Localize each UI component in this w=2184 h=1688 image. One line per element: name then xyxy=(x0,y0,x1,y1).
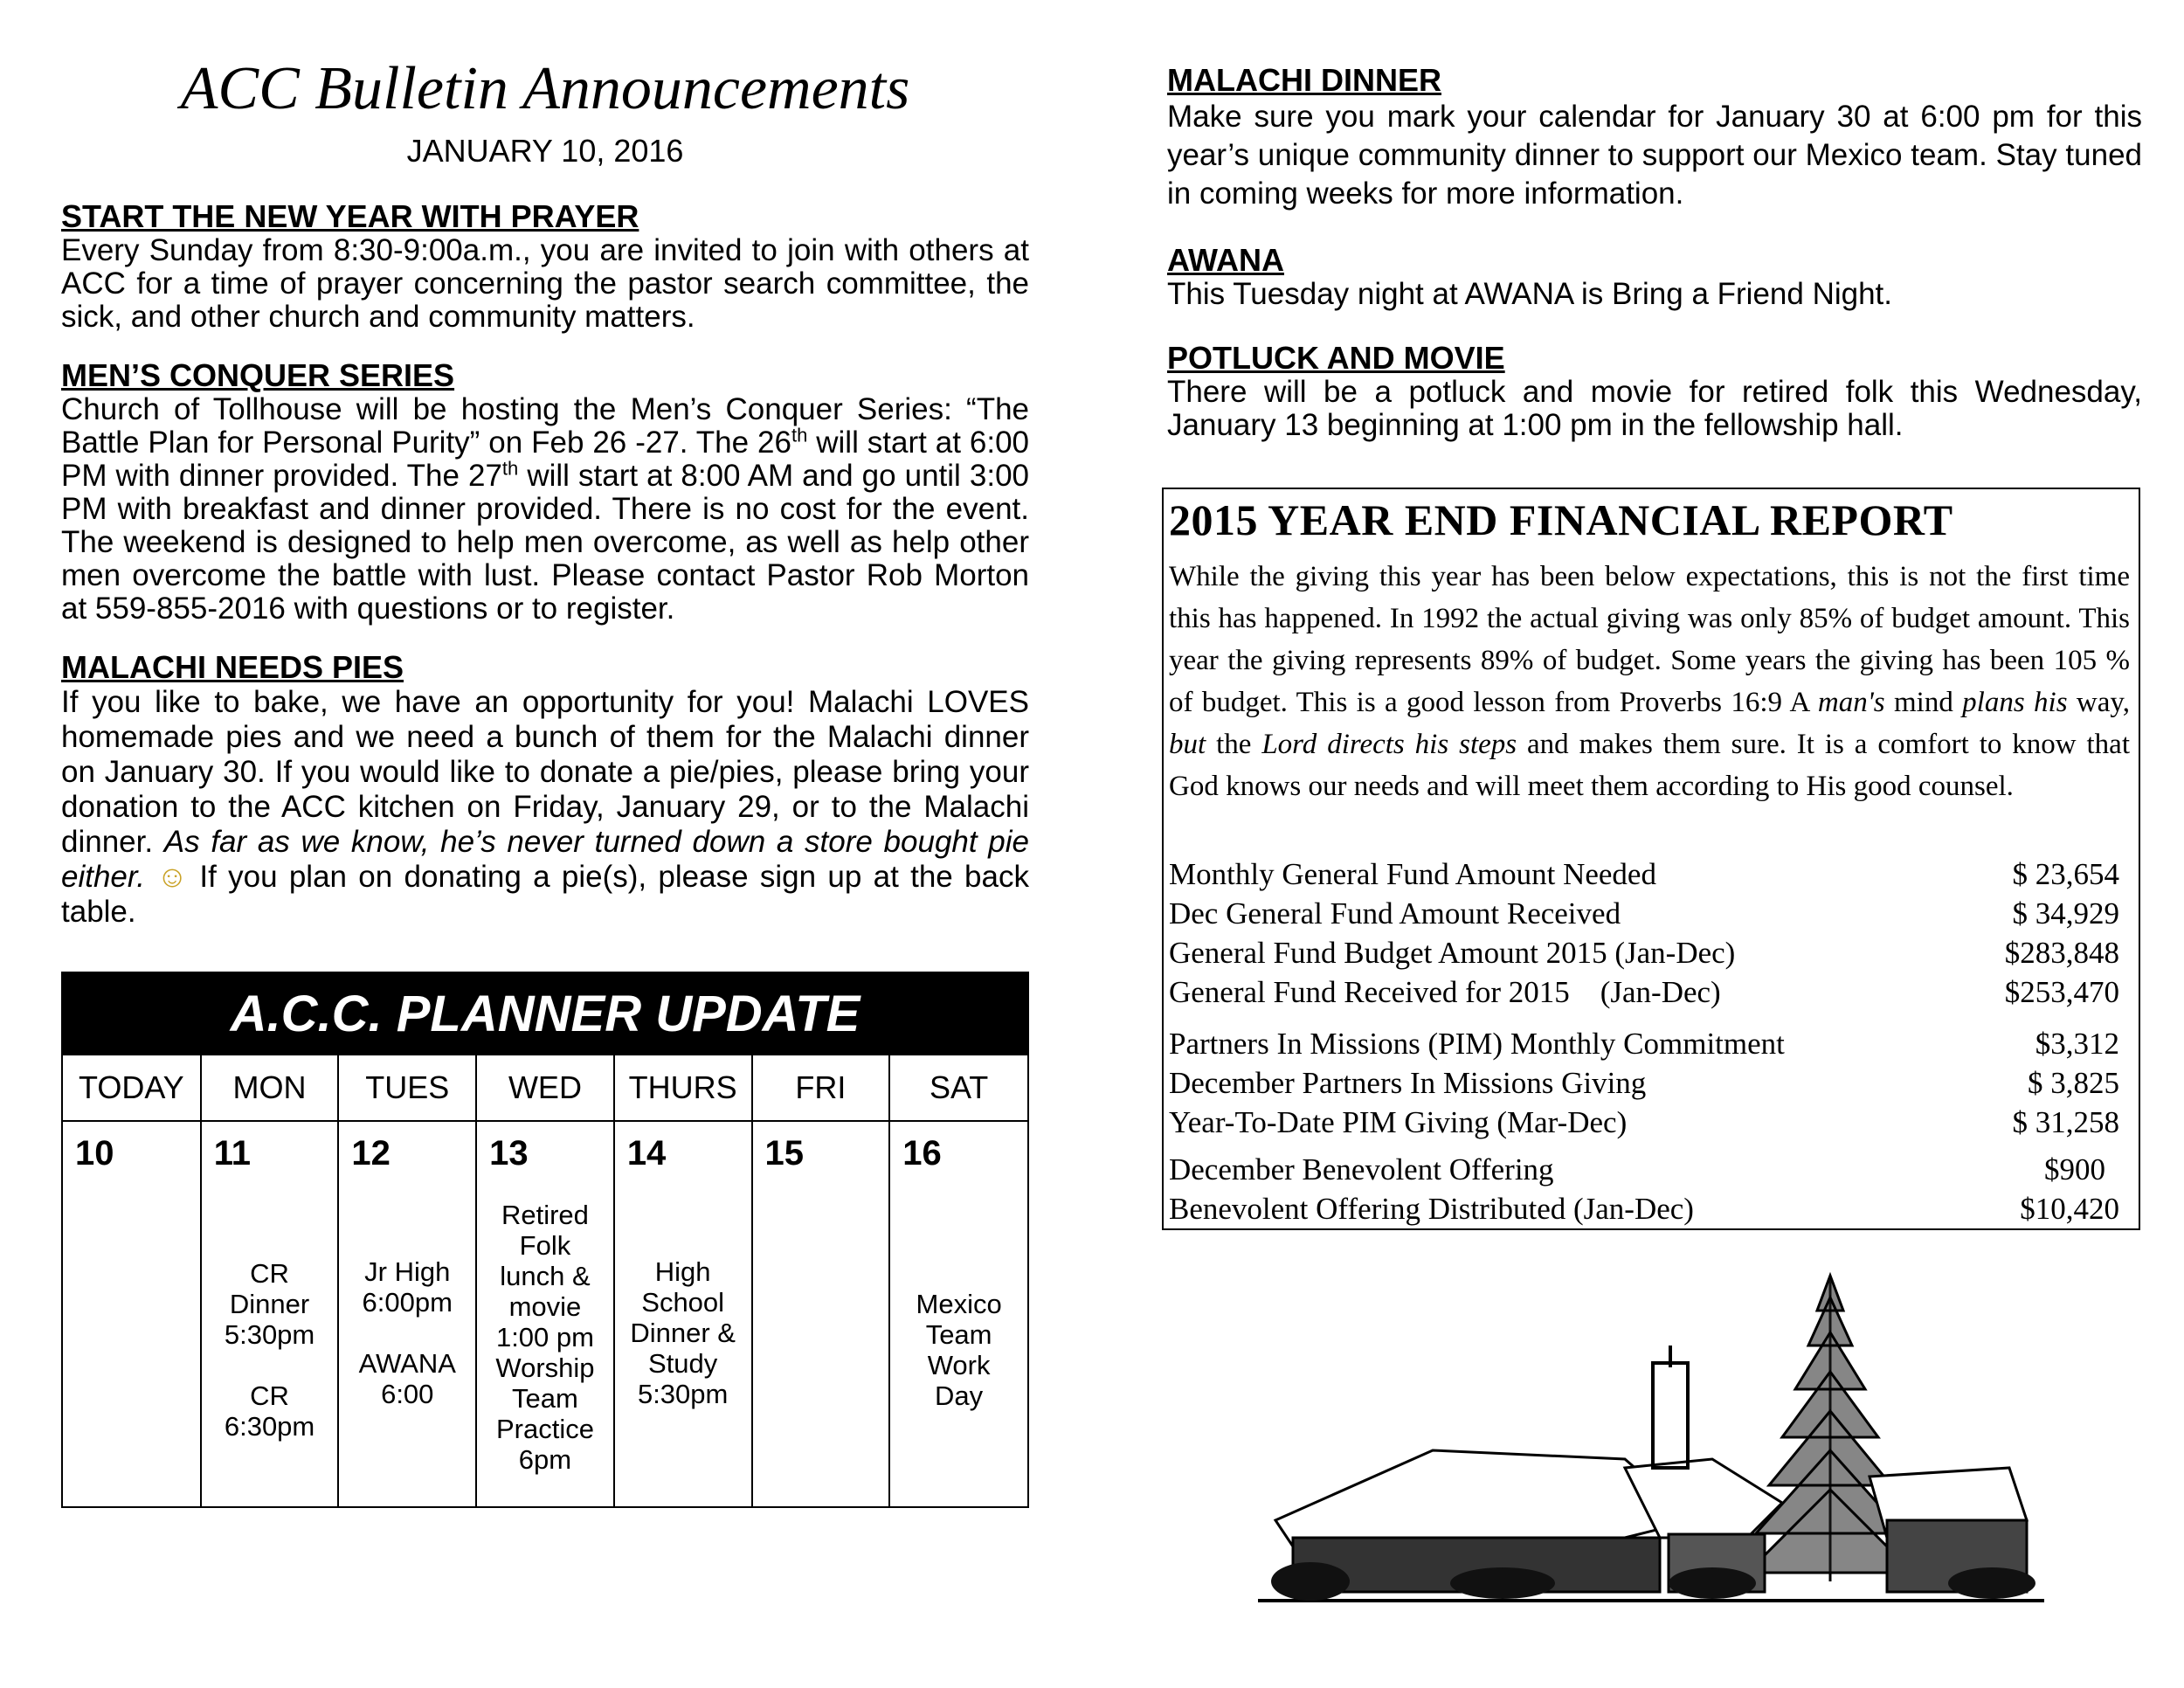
fin-row xyxy=(1169,1063,2119,1103)
prayer-heading: START THE NEW YEAR WITH PRAYER xyxy=(61,198,639,234)
fin-row xyxy=(1169,1103,2119,1142)
day-date: 10 xyxy=(75,1134,114,1173)
day-cell xyxy=(889,1121,1027,1508)
day-date: 12 xyxy=(351,1134,390,1173)
financial-report-title: 2015 YEAR END FINANCIAL REPORT xyxy=(1169,495,1953,544)
mens-conquer-heading: MEN’S CONQUER SERIES xyxy=(61,357,455,393)
day-cell xyxy=(614,1121,752,1508)
day-label: WED xyxy=(476,1055,614,1121)
fin-label: Benevolent Offering Distributed (Jan-Dec) xyxy=(1169,1192,1694,1226)
day-label: MON xyxy=(201,1055,339,1121)
fin-row xyxy=(1169,1189,2119,1228)
malachi-pies-heading: MALACHI NEEDS PIES xyxy=(61,649,404,685)
day-events: Jr High 6:00pm AWANA 6:00 xyxy=(358,1256,456,1409)
day-events: Mexico Team Work Day xyxy=(916,1289,1002,1411)
fin-label: December Partners In Missions Giving xyxy=(1169,1066,1647,1100)
fin-value: $ 31,258 xyxy=(2012,1105,2119,1139)
financial-report xyxy=(1162,488,2140,1230)
smiley-icon: ☺ xyxy=(156,860,189,894)
potluck-section xyxy=(1167,341,2142,442)
planner-update xyxy=(61,972,1029,1508)
day-label: TODAY xyxy=(63,1055,201,1121)
day-cell xyxy=(338,1121,476,1508)
fin-value: $ 34,929 xyxy=(2012,896,2119,930)
fin-value: $3,312 xyxy=(2035,1027,2119,1061)
fin-value: $253,470 xyxy=(2004,975,2119,1009)
fin-row xyxy=(1169,854,2119,894)
planner-calendar xyxy=(63,1055,1027,1508)
day-events: High School Dinner & Study 5:30pm xyxy=(630,1256,736,1409)
fin-label: Partners In Missions (PIM) Monthly Commitment xyxy=(1169,1027,1785,1061)
fin-row xyxy=(1169,894,2119,933)
potluck-heading: POTLUCK AND MOVIE xyxy=(1167,340,1505,376)
fin-label: December Benevolent Offering xyxy=(1169,1152,1554,1186)
day-label: TUES xyxy=(338,1055,476,1121)
day-cell xyxy=(476,1121,614,1508)
day-label: THURS xyxy=(614,1055,752,1121)
day-cell xyxy=(201,1121,339,1508)
planner-title: A.C.C. PLANNER UPDATE xyxy=(63,973,1027,1055)
financial-report-text: While the giving this year has been below expectations, this is not the first time this has happened. In 1992 the actual giving was only 85% of budget amount. This year the giving represents 89% of budget. Some years the giving has been 105 % of budget. This is a good lesson from Proverbs 16:9 A man's mind plans his way, but the Lord directs his steps and makes them sure. It is a comfort to know that God knows our needs and will meet them according to His good counsel. xyxy=(1169,561,2130,802)
fin-label: Monthly General Fund Amount Needed xyxy=(1169,857,1656,891)
general-fund-figures xyxy=(1169,854,2119,1012)
bulletin-date: JANUARY 10, 2016 xyxy=(406,133,684,169)
fin-value: $ 23,654 xyxy=(2012,857,2119,891)
malachi-dinner-heading: MALACHI DINNER xyxy=(1167,62,1441,98)
prayer-body: Every Sunday from 8:30-9:00a.m., you are invited to join with others at ACC for a time of prayer concerning the pastor search committee, the sick, and other church and community matters. xyxy=(61,233,1029,334)
potluck-body: There will be a potluck and movie for retired folk this Wednesday, January 13 beginning at 1:00 pm in the fellowship hall. xyxy=(1167,375,2142,442)
awana-section xyxy=(1167,243,2142,311)
fin-value: $ 3,825 xyxy=(2028,1066,2119,1100)
day-date: 16 xyxy=(902,1134,942,1173)
mens-conquer-section xyxy=(61,358,1029,626)
malachi-dinner-section xyxy=(1167,63,2142,213)
mens-conquer-body: Church of Tollhouse will be hosting the Men’s Conquer Series: “The Battle Plan for Personal Purity” on Feb 26 -27. The 26th will start at 6:00 PM with dinner provided. The 27th will start at 8:00 AM and go until 3:00 PM with breakfast and dinner provided. There is no cost for the event. The weekend is designed to help men overcome, as well as help other men overcome the battle with lust. Please contact Pastor Rob Morton at 559-855-2016 with questions or to register. xyxy=(61,392,1029,626)
day-events: Retired Folk lunch & movie 1:00 pm Worship Team Practice 6pm xyxy=(495,1199,595,1475)
malachi-pies-section xyxy=(61,650,1029,930)
fin-label: Dec General Fund Amount Received xyxy=(1169,896,1621,930)
awana-heading: AWANA xyxy=(1167,242,1284,278)
prayer-section xyxy=(61,199,1029,334)
fin-value: $283,848 xyxy=(2004,936,2119,970)
day-label: FRI xyxy=(752,1055,890,1121)
church-drawing-image xyxy=(1258,1258,2062,1625)
pim-figures xyxy=(1169,1024,2119,1142)
day-date: 15 xyxy=(764,1134,805,1173)
fin-label: Year-To-Date PIM Giving (Mar-Dec) xyxy=(1169,1105,1628,1139)
malachi-pies-body: If you like to bake, we have an opportunity for you! Malachi LOVES homemade pies and we need a bunch of them for the Malachi dinner on January 30. If you would like to donate a pie/pies, please bring your donation to the ACC kitchen on Friday, January 29, or to the Malachi dinner. As far as we know, he’s never turned down a store bought pie either. ☺ If you plan on donating a pie(s), please sign up at the back table. xyxy=(61,685,1030,929)
bulletin-title: ACC Bulletin Announcements xyxy=(180,55,910,122)
day-cell xyxy=(63,1121,201,1508)
fin-row xyxy=(1169,972,2119,1012)
benevolent-figures xyxy=(1169,1150,2119,1228)
day-label: SAT xyxy=(889,1055,1027,1121)
day-cell xyxy=(752,1121,890,1508)
day-date: 11 xyxy=(213,1134,251,1173)
malachi-dinner-body: Make sure you mark your calendar for January 30 at 6:00 pm for this year’s unique community dinner to support our Mexico team. Stay tuned in coming weeks for more information. xyxy=(1167,100,2142,211)
fin-label: General Fund Received for 2015 (Jan-Dec) xyxy=(1169,975,1721,1009)
fin-label: General Fund Budget Amount 2015 (Jan-Dec) xyxy=(1169,936,1736,970)
day-events: CR Dinner 5:30pm CR 6:30pm xyxy=(224,1258,315,1442)
fin-row xyxy=(1169,933,2119,972)
fin-row xyxy=(1169,1150,2119,1189)
day-date: 14 xyxy=(626,1134,667,1173)
fin-value: $900 xyxy=(2044,1152,2105,1186)
awana-body: This Tuesday night at AWANA is Bring a Friend Night. xyxy=(1167,277,1893,311)
day-date: 13 xyxy=(489,1134,529,1173)
fin-row xyxy=(1169,1024,2119,1063)
fin-value: $10,420 xyxy=(2020,1192,2119,1226)
